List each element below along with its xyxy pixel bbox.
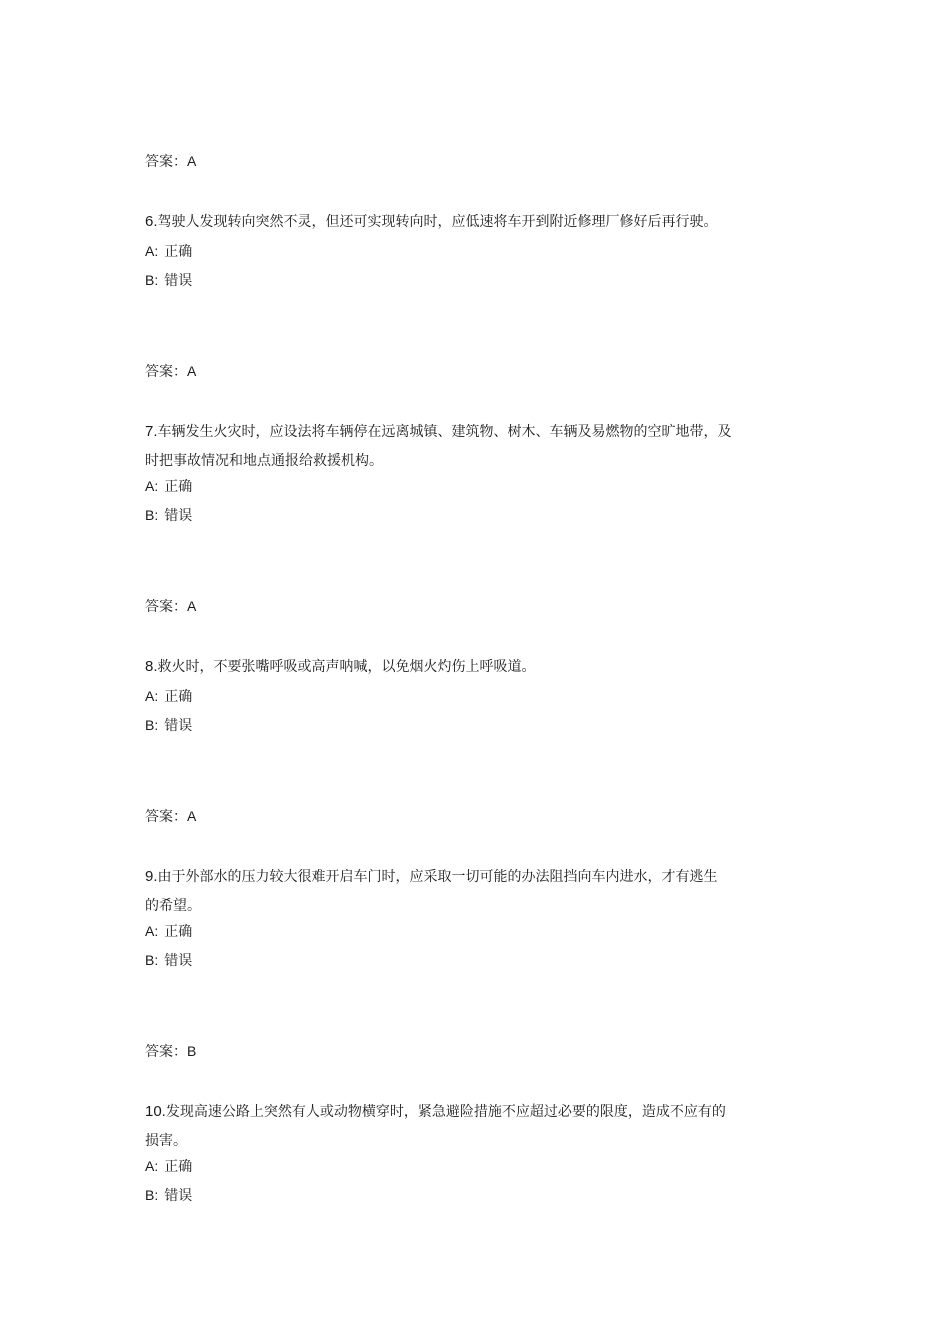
question-6: [145, 207, 745, 237]
question-text: 发现高速公路上突然有人或动物横穿时，紧急避险措施不应超过必要的限度，造成不应有的损害。: [145, 1104, 726, 1149]
option-a: [145, 1152, 745, 1182]
option-a: [145, 237, 745, 267]
answer-value: A: [187, 363, 197, 379]
option-b: [145, 266, 745, 296]
option-text: 错误: [164, 953, 193, 969]
option-key: A:: [145, 1158, 159, 1174]
option-a: [145, 472, 745, 502]
option-b: [145, 501, 745, 531]
question-text: 车辆发生火灾时，应设法将车辆停在远离城镇、建筑物、树木、车辆及易燃物的空旷地带，及时把事故情况和地点通报给救援机构。: [145, 424, 732, 469]
option-key: A:: [145, 923, 159, 939]
question-9: [145, 862, 730, 921]
option-text: 正确: [164, 244, 193, 260]
question-number: 6.: [145, 213, 158, 230]
answer-label: 答案：: [145, 364, 187, 380]
question-text: 驾驶人发现转向突然不灵，但还可实现转向时，应低速将车开到附近修理厂修好后再行驶。: [157, 214, 718, 230]
option-key: B:: [145, 272, 159, 288]
option-a: [145, 682, 745, 712]
option-key: A:: [145, 243, 159, 259]
option-key: B:: [145, 717, 159, 733]
question-number: 10.: [145, 1103, 166, 1120]
question-text: 救火时，不要张嘴呼吸或高声呐喊，以免烟火灼伤上呼吸道。: [157, 659, 536, 675]
answer-value: B: [187, 1043, 197, 1059]
option-key: B:: [145, 507, 159, 523]
option-text: 正确: [164, 924, 193, 940]
answer-line: [145, 147, 745, 177]
question-number: 9.: [145, 868, 158, 885]
option-text: 错误: [164, 1188, 193, 1204]
question-8: [145, 652, 745, 682]
question-text: 由于外部水的压力较大很难开启车门时，应采取一切可能的办法阻挡向车内进水，才有逃生的希望。: [145, 869, 718, 914]
answer-line: [145, 802, 745, 832]
answer-line: [145, 592, 745, 622]
option-key: A:: [145, 478, 159, 494]
answer-label: 答案：: [145, 809, 187, 825]
answer-value: A: [187, 598, 197, 614]
option-text: 正确: [164, 689, 193, 705]
option-b: [145, 1181, 745, 1211]
option-key: B:: [145, 1187, 159, 1203]
answer-line: [145, 1037, 745, 1067]
answer-label: 答案：: [145, 154, 187, 170]
answer-label: 答案：: [145, 1044, 187, 1060]
answer-line: [145, 357, 745, 387]
option-a: [145, 917, 745, 947]
question-number: 8.: [145, 658, 158, 675]
option-key: A:: [145, 688, 159, 704]
option-b: [145, 946, 745, 976]
question-number: 7.: [145, 423, 158, 440]
answer-label: 答案：: [145, 599, 187, 615]
option-text: 正确: [164, 479, 193, 495]
option-text: 正确: [164, 1159, 193, 1175]
answer-value: A: [187, 808, 197, 824]
option-text: 错误: [164, 508, 193, 524]
question-7: [145, 417, 735, 476]
option-text: 错误: [164, 273, 193, 289]
option-b: [145, 711, 745, 741]
answer-value: A: [187, 153, 197, 169]
option-key: B:: [145, 952, 159, 968]
option-text: 错误: [164, 718, 193, 734]
question-10: [145, 1097, 730, 1156]
